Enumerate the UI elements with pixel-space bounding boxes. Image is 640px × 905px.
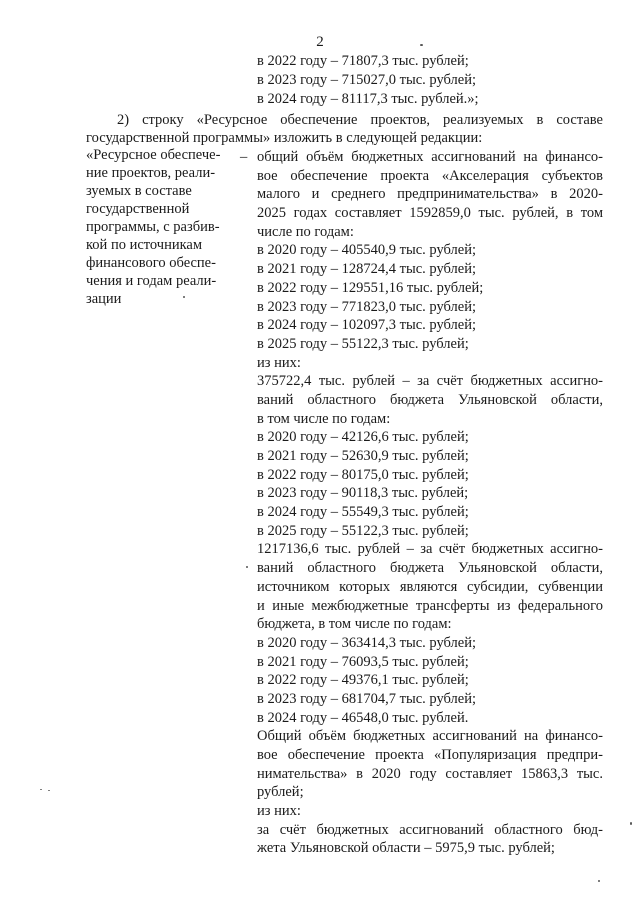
scan-speck bbox=[183, 296, 185, 298]
left-column-line: чения и годам реали- bbox=[86, 273, 217, 289]
right-column-line: 2025 годах составляет 1592859,0 тыс. рублей, в том bbox=[257, 205, 603, 222]
right-column-line: числе по годам: bbox=[257, 223, 354, 240]
left-column-line: государственной bbox=[86, 201, 190, 217]
right-column-line: рублей; bbox=[257, 784, 304, 801]
left-column-line: «Ресурсное обеспече- bbox=[86, 147, 221, 163]
right-column-line: в 2022 году – 80175,0 тыс. рублей; bbox=[257, 466, 469, 483]
top-line-2023: в 2023 году – 715027,0 тыс. рублей; bbox=[257, 72, 477, 88]
right-column-line: ваний областного бюджета Ульяновской области, bbox=[257, 560, 603, 577]
right-column-line: Общий объём бюджетных ассигнований на финансо- bbox=[257, 728, 603, 745]
right-column-line: в 2023 году – 90118,3 тыс. рублей; bbox=[257, 485, 469, 502]
scan-speck bbox=[40, 789, 42, 790]
right-column-line: бюджета, в том числе по годам: bbox=[257, 616, 452, 633]
right-column-line: в 2023 году – 771823,0 тыс. рублей; bbox=[257, 298, 477, 315]
left-column-line: зуемых в составе bbox=[86, 183, 192, 199]
left-column-line: программы, с разбив- bbox=[86, 219, 220, 235]
scan-speck bbox=[48, 790, 50, 791]
right-column-line: малого и среднего предпринимательства» в 2020- bbox=[257, 186, 603, 203]
top-line-2024: в 2024 году – 81117,3 тыс. рублей.»; bbox=[257, 91, 479, 107]
right-column-line: в 2021 году – 128724,4 тыс. рублей; bbox=[257, 261, 477, 278]
scan-speck bbox=[598, 880, 600, 882]
left-column-line: ние проектов, реали- bbox=[86, 165, 216, 181]
right-column-line: и иные межбюджетные трансферты из федерального bbox=[257, 597, 603, 614]
right-column-line: жета Ульяновской области – 5975,9 тыс. рублей; bbox=[257, 840, 555, 857]
right-column-line: из них: bbox=[257, 803, 301, 820]
right-column-line: в 2025 году – 55122,3 тыс. рублей; bbox=[257, 522, 469, 539]
right-column-line: нимательства» в 2020 году составляет 15863,3 тыс. bbox=[257, 765, 603, 782]
right-column-line: 375722,4 тыс. рублей – за счёт бюджетных ассигно- bbox=[257, 373, 603, 390]
right-column-line: в 2020 году – 405540,9 тыс. рублей; bbox=[257, 242, 477, 259]
right-column-line: вое обеспечение проекта «Акселерация субъектов bbox=[257, 167, 603, 184]
right-column-line: общий объём бюджетных ассигнований на финансо- bbox=[257, 149, 603, 165]
column-dash: – bbox=[240, 149, 248, 165]
right-column-line: в 2022 году – 49376,1 тыс. рублей; bbox=[257, 672, 469, 689]
right-column-line: в 2025 году – 55122,3 тыс. рублей; bbox=[257, 335, 469, 352]
right-column-line: вое обеспечение проекта «Популяризация предпри- bbox=[257, 747, 603, 763]
right-column-line: в 2023 году – 681704,7 тыс. рублей; bbox=[257, 690, 477, 707]
left-column-line: кой по источникам bbox=[86, 237, 203, 253]
left-column-line: финансового обеспе- bbox=[86, 255, 216, 271]
top-line-2022: в 2022 году – 71807,3 тыс. рублей; bbox=[257, 53, 469, 69]
left-column-line: зации bbox=[86, 291, 122, 307]
right-column-line: в 2022 году – 129551,16 тыс. рублей; bbox=[257, 279, 484, 296]
right-column-line: в 2024 году – 102097,3 тыс. рублей; bbox=[257, 317, 477, 334]
scan-speck bbox=[630, 822, 632, 825]
right-column-line: в 2020 году – 42126,6 тыс. рублей; bbox=[257, 429, 469, 446]
right-column-line: ваний областного бюджета Ульяновской области, bbox=[257, 391, 603, 408]
right-column-line: в 2020 году – 363414,3 тыс. рублей; bbox=[257, 634, 477, 651]
right-column-line: в 2024 году – 46548,0 тыс. рублей. bbox=[257, 709, 469, 726]
paragraph-line-1: 2) строку «Ресурсное обеспечение проектов, реализуемых в составе bbox=[117, 112, 603, 128]
right-column-line: в 2021 году – 52630,9 тыс. рублей; bbox=[257, 448, 469, 464]
right-column-line: 1217136,6 тыс. рублей – за счёт бюджетных ассигно- bbox=[257, 541, 603, 558]
right-column-line: источником которых являются субсидии, субвенции bbox=[257, 578, 603, 595]
paragraph-line-2: государственной программы» изложить в следующей редакции: bbox=[86, 130, 483, 146]
page-number: 2 bbox=[316, 34, 324, 50]
scan-speck bbox=[420, 44, 423, 46]
right-column-line: за счёт бюджетных ассигнований областного бюд- bbox=[257, 821, 603, 838]
scan-speck bbox=[246, 566, 248, 568]
right-column-line: из них: bbox=[257, 354, 301, 371]
right-column-line: в 2024 году – 55549,3 тыс. рублей; bbox=[257, 504, 469, 521]
right-column-line: в том числе по годам: bbox=[257, 410, 391, 427]
right-column-line: в 2021 году – 76093,5 тыс. рублей; bbox=[257, 653, 469, 670]
right-column-text bbox=[257, 148, 603, 858]
left-column-label bbox=[86, 146, 256, 308]
